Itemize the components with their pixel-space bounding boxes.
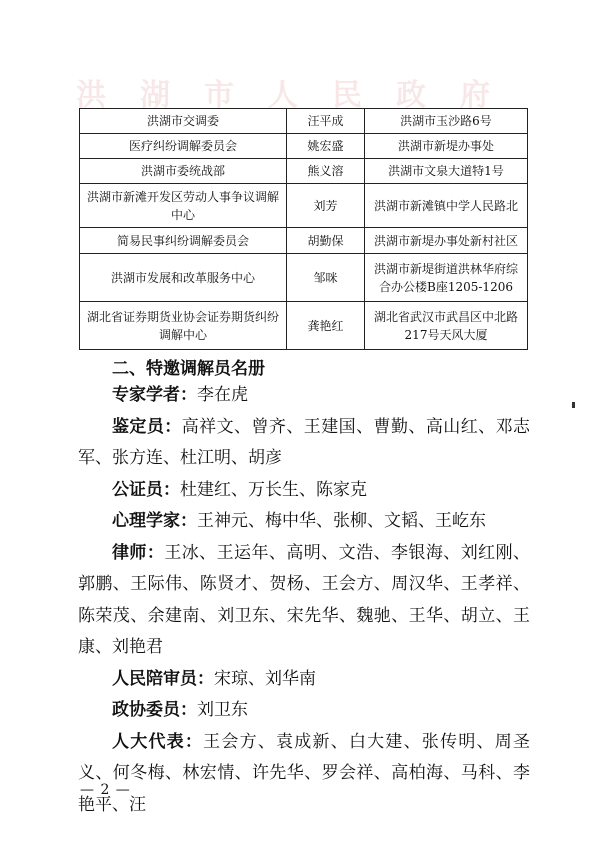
table-row — [80, 254, 528, 302]
roster-entry-experts — [78, 380, 530, 412]
contact-cell: 姚宏盛 — [287, 134, 365, 159]
roster-entry-psychologists — [78, 506, 530, 538]
roster-entry-npc — [78, 727, 530, 822]
roster-names: 宋琼、刘华南 — [214, 668, 316, 689]
roster-label: 人民陪审员： — [112, 668, 214, 689]
org-name-cell: 医疗纠纷调解委员会 — [80, 134, 287, 159]
table-row — [80, 302, 528, 350]
contact-cell: 胡勤保 — [287, 228, 365, 254]
roster-label: 专家学者： — [112, 385, 197, 405]
address-cell: 洪湖市玉沙路6号 — [365, 109, 528, 134]
table-row — [80, 159, 528, 184]
roster-names: 王神元、梅中华、张柳、文韬、王屹东 — [197, 511, 486, 531]
header-watermark: 洪湖市人民政府 — [76, 78, 524, 113]
roster-names: 刘卫东 — [197, 700, 248, 720]
address-cell: 洪湖市新堤街道洪林华府综合办公楼B座1205-1206 — [365, 254, 528, 302]
address-cell: 湖北省武汉市武昌区中北路217号天风大厦 — [365, 302, 528, 350]
table-row — [80, 109, 528, 134]
org-name-cell: 洪湖市委统战部 — [80, 159, 287, 184]
roster-label: 律师： — [112, 542, 165, 563]
roster-names: 王冰、王运年、高明、文浩、李银海、刘红刚、郭鹏、王际伟、陈贤才、贺杨、王会方、周汉华、王孝祥、陈荣茂、余建南、刘卫东、宋先华、魏驰、王华、胡立、王康、刘艳君 — [78, 542, 531, 657]
margin-mark — [572, 402, 575, 408]
roster-entry-notaries — [78, 475, 530, 507]
contact-cell: 汪平成 — [287, 109, 365, 134]
roster-label: 鉴定员： — [112, 416, 182, 437]
org-name-cell: 洪湖市新滩开发区劳动人事争议调解中心 — [80, 184, 287, 228]
contact-cell: 邹咪 — [287, 254, 365, 302]
table-row — [80, 228, 528, 254]
roster-entry-jurors — [78, 664, 530, 696]
table-row — [80, 184, 528, 228]
org-name-cell: 洪湖市发展和改革服务中心 — [80, 254, 287, 302]
org-name-cell: 湖北省证券期货业协会证券期货纠纷调解中心 — [80, 302, 287, 350]
address-cell: 洪湖市新堤办事处 — [365, 134, 528, 159]
address-cell: 洪湖市新滩镇中学人民路北 — [365, 184, 528, 228]
roster-entry-lawyers — [78, 538, 530, 664]
roster-names: 高祥文、曾齐、王建国、曹勤、高山红、邓志军、张方连、杜江明、胡彦 — [78, 416, 531, 468]
contact-cell: 龚艳红 — [287, 302, 365, 350]
page-number: — 2 — — [80, 782, 131, 798]
section-title: 二、特邀调解员名册 — [112, 359, 265, 379]
contact-cell: 熊义溶 — [287, 159, 365, 184]
mediator-roster — [78, 380, 530, 821]
address-cell: 洪湖市新堤办事处新村社区 — [365, 228, 528, 254]
roster-names: 李在虎 — [197, 385, 248, 405]
roster-entry-appraisers — [78, 412, 530, 475]
contact-cell: 刘芳 — [287, 184, 365, 228]
roster-names: 杜建红、万长生、陈家克 — [180, 479, 367, 500]
roster-label: 人大代表： — [112, 731, 204, 752]
table-row — [80, 134, 528, 159]
roster-label: 政协委员： — [112, 700, 197, 720]
roster-entry-cppcc — [78, 695, 530, 727]
org-name-cell: 洪湖市交调委 — [80, 109, 287, 134]
mediation-organization-table — [79, 108, 528, 350]
address-cell: 洪湖市文泉大道特1号 — [365, 159, 528, 184]
org-name-cell: 简易民事纠纷调解委员会 — [80, 228, 287, 254]
roster-names: 王会方、袁成新、白大建、张传明、周圣义、何冬梅、林宏情、许先华、罗会祥、高柏海、马科、李艳平、汪 — [78, 731, 531, 815]
roster-label: 公证员： — [112, 479, 180, 500]
roster-label: 心理学家： — [112, 511, 197, 531]
